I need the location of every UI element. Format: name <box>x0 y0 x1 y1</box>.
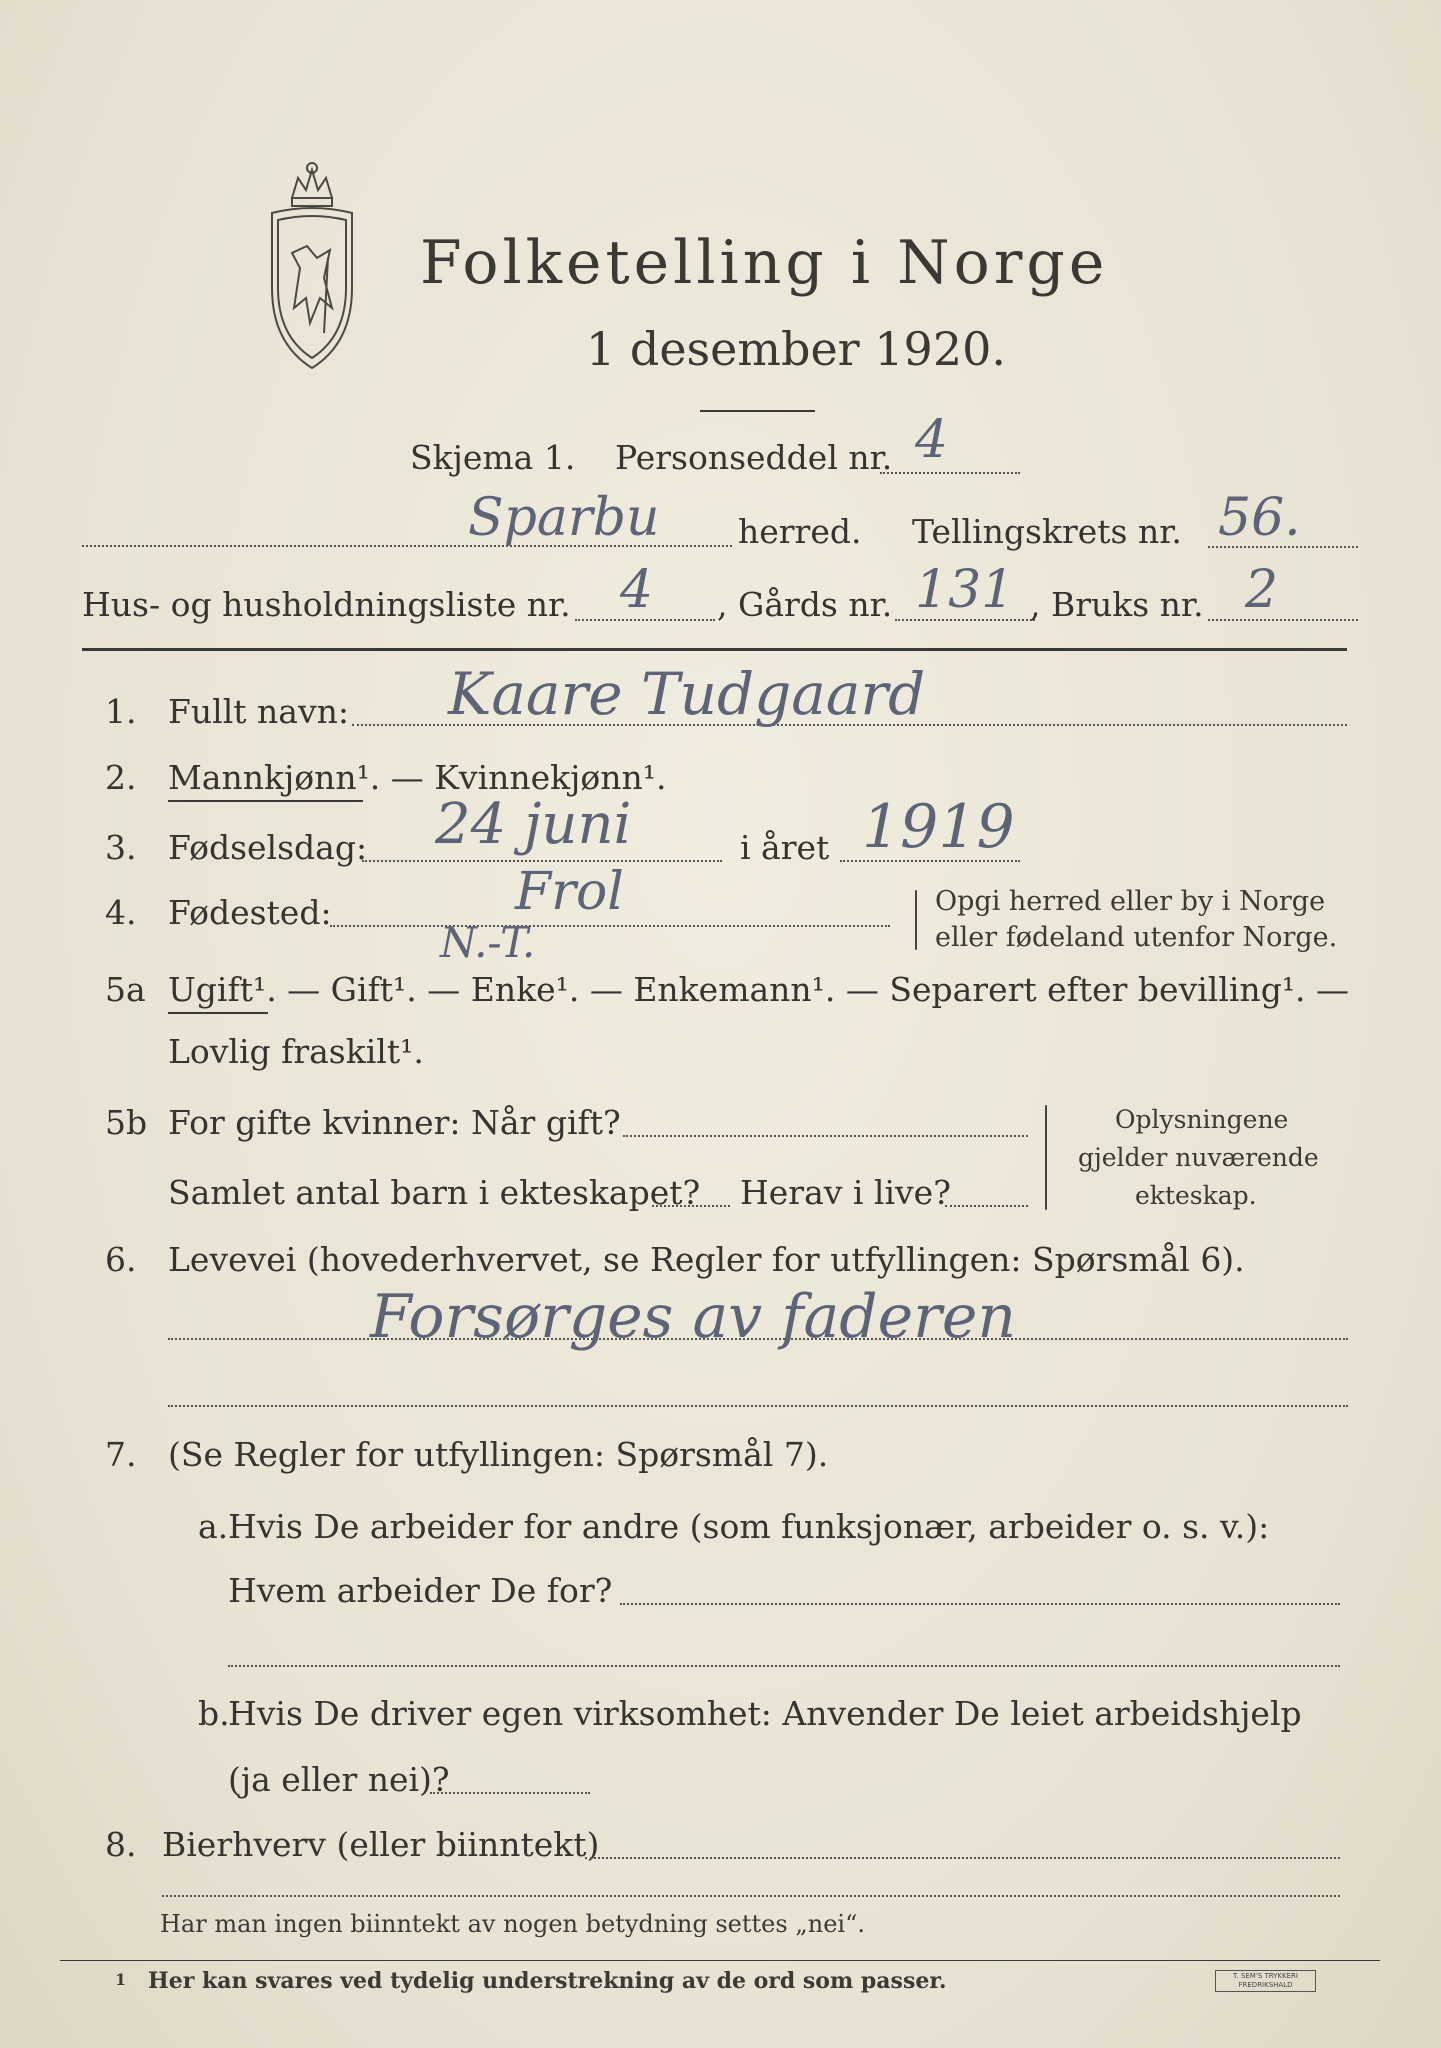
side-income-line-2 <box>162 1895 1340 1897</box>
occupation-line-2 <box>168 1405 1348 1407</box>
side-income-note: Har man ingen biinntekt av nogen betydning settes „nei“. <box>160 1910 865 1938</box>
q7b-letter: b. <box>198 1694 230 1733</box>
birthday-value[interactable]: 24 juni <box>435 792 632 857</box>
header-divider <box>82 648 1347 651</box>
hired-help-line <box>430 1792 590 1794</box>
birthplace-county-value[interactable]: N.-T. <box>440 918 536 967</box>
marriage-note-brace <box>1045 1105 1047 1210</box>
gards-label: , Gårds nr. <box>717 585 893 624</box>
printer-stamp: T. SEM'S TRYKKERI FREDRIKSHALD <box>1215 1970 1316 1992</box>
q1-label: Fullt navn: <box>168 692 349 731</box>
marriage-note-line3: ekteskap. <box>1135 1181 1257 1210</box>
q7-number: 7. <box>105 1435 137 1474</box>
occupation-value[interactable]: Forsørges av faderen <box>370 1282 1016 1352</box>
q3-year-label: i året <box>740 828 830 867</box>
gender-options[interactable]: Mannkjønn¹. — Kvinnekjønn¹. <box>168 758 667 797</box>
q8-number: 8. <box>105 1825 137 1864</box>
bruks-value[interactable]: 2 <box>1245 560 1279 620</box>
coat-of-arms-icon <box>262 158 362 373</box>
children-total-line <box>652 1205 730 1207</box>
q1-number: 1. <box>105 692 137 731</box>
q7-label: (Se Regler for utfyllingen: Spørsmål 7). <box>168 1435 829 1474</box>
herred-value[interactable]: Sparbu <box>468 488 660 548</box>
personseddel-value[interactable]: 4 <box>915 410 949 470</box>
marital-status-options[interactable]: Ugift¹. — Gift¹. — Enke¹. — Enkemann¹. — Separert efter bevilling¹. — <box>168 970 1350 1009</box>
gender-selection-underline <box>168 800 363 802</box>
birthplace-note-brace <box>915 890 917 950</box>
q5b-children-label: Samlet antal barn i ekteskapet? <box>168 1173 701 1212</box>
q6-number: 6. <box>105 1240 137 1279</box>
gards-value[interactable]: 131 <box>915 560 1015 620</box>
marital-selection-underline <box>168 1012 268 1014</box>
birthplace-value[interactable]: Frol <box>515 862 624 922</box>
title-divider <box>700 410 815 412</box>
census-date: 1 desember 1920. <box>586 322 1006 376</box>
personseddel-line <box>880 472 1020 474</box>
q7a-label: Hvis De arbeider for andre (som funksjonær, arbeider o. s. v.): <box>228 1507 1270 1546</box>
side-income-line-1 <box>585 1857 1340 1859</box>
herred-label: herred. <box>738 512 862 551</box>
q7b-hired-help-label: (ja eller nei)? <box>228 1760 450 1799</box>
husholdningsliste-value[interactable]: 4 <box>620 560 654 620</box>
q7a-letter: a. <box>198 1507 229 1546</box>
page-title: Folketelling i Norge <box>420 228 1109 298</box>
marriage-note-line2: gjelder nuværende <box>1078 1143 1319 1172</box>
q6-label: Levevei (hovederhvervet, se Regler for utfyllingen: Spørsmål 6). <box>168 1240 1245 1279</box>
marriage-note-line1: Oplysningene <box>1115 1105 1289 1134</box>
children-alive-line <box>945 1205 1028 1207</box>
birthplace-note-line2: eller fødeland utenfor Norge. <box>935 922 1338 953</box>
tellingskrets-value[interactable]: 56. <box>1218 488 1301 548</box>
q5b-number: 5b <box>105 1103 148 1142</box>
q4-label: Fødested: <box>168 893 332 932</box>
q7a-employer-label: Hvem arbeider De for? <box>228 1571 613 1610</box>
employer-line-2 <box>228 1665 1340 1667</box>
footnote-mark: 1 <box>115 1970 127 1989</box>
q4-number: 4. <box>105 893 137 932</box>
footnote-divider <box>60 1960 1380 1961</box>
full-name-value[interactable]: Kaare Tudgaard <box>448 660 926 728</box>
bruks-label: , Bruks nr. <box>1030 585 1204 624</box>
tellingskrets-label: Tellingskrets nr. <box>912 512 1182 551</box>
birth-year-value[interactable]: 1919 <box>862 792 1015 862</box>
marital-status-options-cont[interactable]: Lovlig fraskilt¹. <box>168 1032 424 1071</box>
footnote-text: Her kan svares ved tydelig understrekning av de ord som passer. <box>148 1968 947 1994</box>
bruks-line <box>1208 619 1358 621</box>
q5a-number: 5a <box>105 970 146 1009</box>
q2-number: 2. <box>105 758 137 797</box>
q3-label: Fødselsdag: <box>168 828 368 867</box>
q5b-label: For gifte kvinner: Når gift? <box>168 1103 621 1142</box>
q8-label: Bierhverv (eller biinntekt) <box>162 1825 600 1864</box>
employer-line-1 <box>620 1603 1340 1605</box>
personseddel-label: Personseddel nr. <box>615 438 893 477</box>
married-when-line <box>623 1135 1028 1137</box>
q7b-label: Hvis De driver egen virksomhet: Anvender De leiet arbeidshjelp <box>228 1694 1302 1733</box>
schema-label: Skjema 1. <box>410 438 576 477</box>
birthplace-note-line1: Opgi herred eller by i Norge <box>935 886 1326 917</box>
birthplace-line <box>330 925 890 927</box>
q3-number: 3. <box>105 828 137 867</box>
q5b-alive-label: Herav i live? <box>740 1173 951 1212</box>
husholdningsliste-label: Hus- og husholdningsliste nr. <box>82 585 571 624</box>
